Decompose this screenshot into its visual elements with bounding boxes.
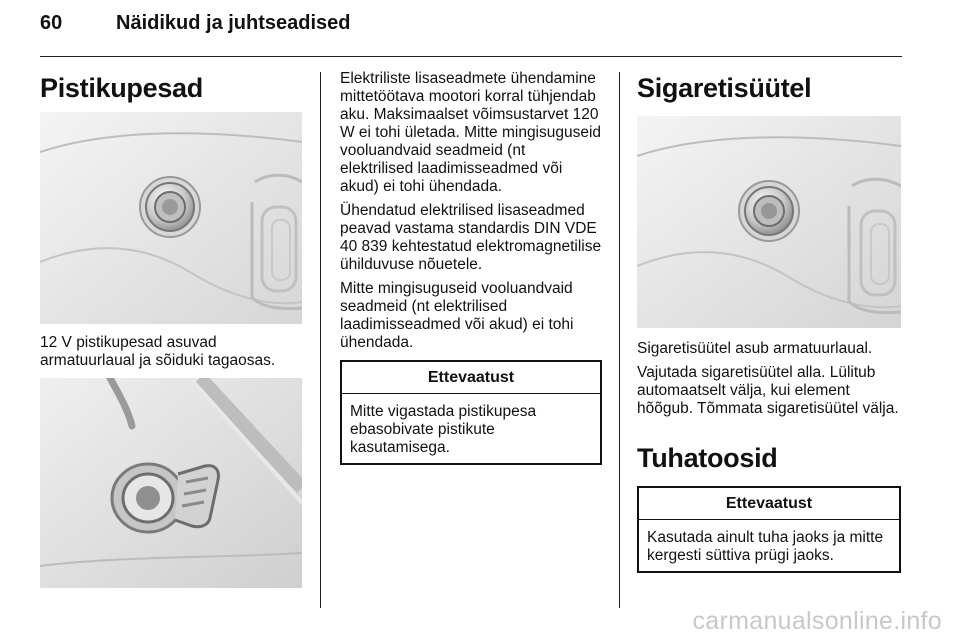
caution-text: Mitte vigastada pistikupesa ebasobivate pistikute kasutamisega. <box>350 403 537 456</box>
caution-text: Kasutada ainult tuha jaoks ja mitte kergesti süttiva prügi jaoks. <box>647 529 884 564</box>
watermark: carmanualsonline.info <box>692 607 942 635</box>
accessories-warning-paragraph: Elektriliste lisaseadmete ühendamine mittetöötava mootori korral tühjendab aku. Maksimaalset võimsustarvet 120 W ei tohi ületada. Mitte mingisuguseid vooluandvaid seadmeid (nt elektrilised laadimisseadmed või akud) ei tohi ühendada. <box>340 70 602 195</box>
power-outlets-caption: 12 V pistikupesad asuvad armatuurlaual ja sõiduki tagaosas. <box>40 334 276 369</box>
emc-requirements-paragraph: Ühendatud elektrilised lisaseadmed peavad vastama standardis DIN VDE 40 839 kehtestatud elektromagnetilise ühilduvuse nõuetele. <box>340 202 602 273</box>
column-2 <box>340 70 602 465</box>
section-heading-cigarette-lighter: Sigaretisüütel <box>637 73 812 103</box>
column-divider-left <box>320 72 321 608</box>
current-supplying-devices-paragraph: Mitte mingisuguseid vooluandvaid seadmeid (nt elektrilised laadimisseadmed või akud) ei tohi ühendada. <box>340 280 574 351</box>
caution-box-ashtray <box>637 486 901 573</box>
power-outlet-dashboard-illustration <box>40 112 302 324</box>
caution-title: Ettevaatust <box>342 362 600 394</box>
rear-power-outlet-illustration <box>40 378 302 588</box>
caution-title: Ettevaatust <box>639 488 899 520</box>
page-number: 60 <box>40 12 63 34</box>
column-divider-right <box>619 72 620 608</box>
section-heading-power-outlets: Pistikupesad <box>40 73 203 103</box>
header-rule <box>40 56 902 57</box>
cigarette-lighter-illustration <box>637 116 901 328</box>
chapter-title: Näidikud ja juhtseadised <box>116 12 351 34</box>
column-1 <box>40 70 302 588</box>
cigarette-lighter-caption: Sigaretisüütel asub armatuurlaual. <box>637 340 873 357</box>
cigarette-lighter-instructions: Vajutada sigaretisüütel alla. Lülitub automaatselt välja, kui element hõõgub. Tõmmata sigaretisüütel välja. <box>637 364 899 417</box>
section-heading-ashtrays: Tuhatoosid <box>637 443 778 473</box>
column-3 <box>637 70 901 573</box>
caution-box-outlet <box>340 360 602 465</box>
